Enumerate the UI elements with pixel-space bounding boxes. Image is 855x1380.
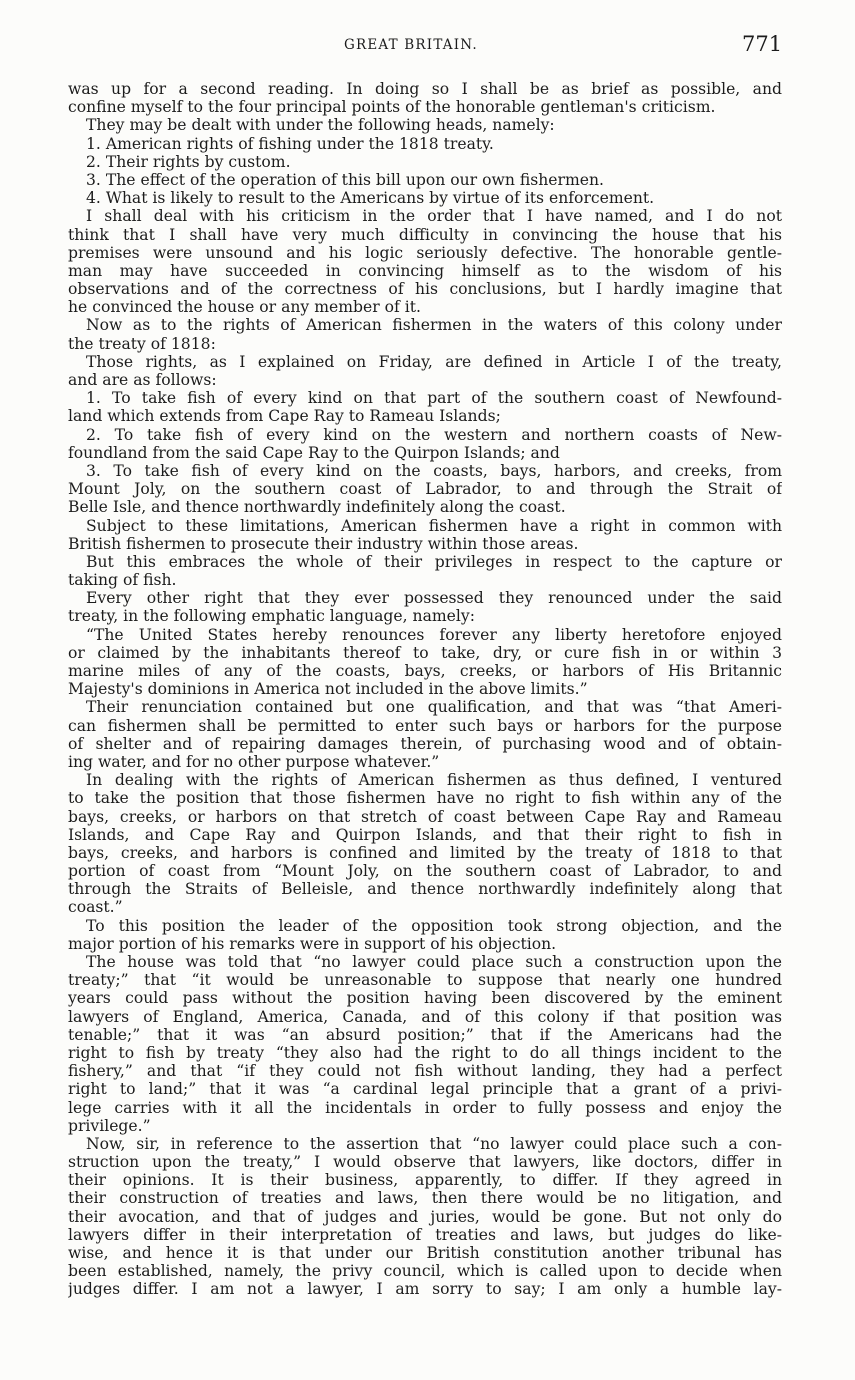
text-line: judges differ. I am not a lawyer, I am sorry to say; I am only a humble lay- (68, 1280, 782, 1299)
text-line: They may be dealt with under the following heads, namely: (86, 116, 555, 135)
text-line: lawyers differ in their interpretation of treaties and laws, but judges do like- (68, 1225, 782, 1244)
text-line: 2. To take fish of every kind on the western and northern coasts of New- (86, 425, 782, 444)
text-line: man may have succeeded in convincing himself as to the wisdom of his (68, 261, 782, 280)
text-line: premises were unsound and his logic seriously defective. The honorable gentle- (68, 243, 782, 262)
text-line: privilege.” (68, 1116, 151, 1135)
page-number: 771 (742, 32, 783, 56)
text-line: taking of fish. (68, 571, 177, 590)
text-line: ing water, and for no other purpose whatever.” (68, 752, 440, 771)
text-line: tenable;” that it was “an absurd position;” that if the Americans had the (68, 1025, 782, 1044)
text-line: Subject to these limitations, American fishermen have a right in common with (86, 516, 782, 535)
text-line: portion of coast from “Mount Joly, on the southern coast of Labrador, to and (68, 862, 782, 881)
text-line: struction upon the treaty,” I would observe that lawyers, like doctors, differ in (68, 1153, 782, 1172)
text-line: right to land;” that it was “a cardinal legal principle that a grant of a privi- (68, 1080, 782, 1099)
text-line: confine myself to the four principal points of the honorable gentleman's criticism. (68, 98, 716, 117)
text-line: Majesty's dominions in America not included in the above limits.” (68, 680, 588, 699)
text-line: treaty;” that “it would be unreasonable to suppose that nearly one hundred (68, 971, 782, 990)
text-line: and are as follows: (68, 371, 217, 389)
text-line: bays, creeks, or harbors on that stretch of coast between Cape Ray and Rameau (68, 807, 782, 826)
text-line: or claimed by the inhabitants thereof to take, dry, or cure fish in or within 3 (68, 643, 782, 662)
text-line: 1. To take fish of every kind on that part of the southern coast of Newfound- (86, 389, 782, 408)
text-line: Now, sir, in reference to the assertion that “no lawyer could place such a con- (86, 1134, 782, 1153)
text-line: I shall deal with his criticism in the order that I have named, and I do not (86, 207, 782, 226)
text-line: can fishermen shall be permitted to enter such bays or harbors for the purpose (68, 716, 782, 735)
text-line: fishery,” and that “if they could not fish without landing, they had a perfect (68, 1062, 782, 1081)
text-line: 3. To take fish of every kind on the coasts, bays, harbors, and creeks, from (86, 461, 782, 480)
text-line: observations and of the correctness of his conclusions, but I hardly imagine that (68, 280, 782, 299)
text-line: wise, and hence it is that under our British constitution another tribunal has (68, 1244, 782, 1262)
text-line: To this position the leader of the opposition took strong objection, and the (86, 916, 782, 935)
body-text (68, 80, 782, 1299)
text-line: The house was told that “no lawyer could place such a construction upon the (86, 953, 782, 971)
text-line: was up for a second reading. In doing so I shall be as brief as possible, and (68, 80, 782, 98)
text-line: 1. American rights of fishing under the 1818 treaty. (86, 134, 494, 153)
text-line: Mount Joly, on the southern coast of Labrador, to and through the Strait of (68, 480, 782, 499)
text-line: “The United States hereby renounces forever any liberty heretofore enjoyed (86, 625, 782, 644)
text-line: land which extends from Cape Ray to Rameau Islands; (68, 407, 501, 426)
running-head: GREAT BRITAIN. (344, 37, 478, 53)
text-line: their avocation, and that of judges and juries, would be gone. But not only do (68, 1207, 782, 1226)
page-header (0, 32, 855, 62)
text-line: coast.” (68, 898, 123, 917)
text-line: Now as to the rights of American fishermen in the waters of this colony under (86, 316, 782, 335)
text-line: Islands, and Cape Ray and Quirpon Islands, and that their right to fish in (68, 825, 782, 844)
text-line: through the Straits of Belleisle, and thence northwardly indefinitely along that (68, 880, 782, 899)
text-line: But this embraces the whole of their privileges in respect to the capture or (86, 552, 782, 571)
text-line: Those rights, as I explained on Friday, are defined in Article I of the treaty, (86, 352, 782, 371)
text-line: the treaty of 1818: (68, 334, 216, 353)
text-line: of shelter and of repairing damages therein, of purchasing wood and of obtain- (68, 734, 782, 753)
text-line: treaty, in the following emphatic language, namely: (68, 607, 475, 626)
text-line: their opinions. It is their business, apparently, to differ. If they agreed in (68, 1171, 782, 1190)
text-line: think that I shall have very much difficulty in convincing the house that his (68, 225, 782, 244)
text-line: lawyers of England, America, Canada, and of this colony if that position was (68, 1007, 782, 1026)
text-line: Belle Isle, and thence northwardly indefinitely along the coast. (68, 498, 566, 517)
text-line: marine miles of any of the coasts, bays, creeks, or harbors of His Britannic (68, 662, 782, 680)
text-line: 3. The effect of the operation of this bill upon our own fishermen. (86, 170, 604, 189)
text-line: lege carries with it all the incidentals in order to fully possess and enjoy the (68, 1098, 782, 1117)
text-line: foundland from the said Cape Ray to the Quirpon Islands; and (68, 443, 560, 462)
text-line: British fishermen to prosecute their industry within those areas. (68, 534, 579, 553)
text-line: bays, creeks, and harbors is confined and limited by the treaty of 1818 to that (68, 843, 782, 862)
text-line: right to fish by treaty “they also had the right to do all things incident to the (68, 1043, 782, 1062)
text-line: been established, namely, the privy council, which is called upon to decide when (68, 1262, 782, 1281)
text-line: 2. Their rights by custom. (86, 152, 291, 171)
text-line: major portion of his remarks were in support of his objection. (68, 934, 557, 953)
text-line: Their renunciation contained but one qualification, and that was “that Ameri- (86, 698, 782, 717)
text-line: he convinced the house or any member of it. (68, 298, 421, 317)
text-line: 4. What is likely to result to the Americans by virtue of its enforcement. (86, 189, 655, 208)
text-line: Every other right that they ever possessed they renounced under the said (86, 589, 782, 608)
text-line: to take the position that those fishermen have no right to fish within any of the (68, 789, 782, 808)
text-line: years could pass without the position having been discovered by the eminent (68, 989, 782, 1008)
text-line: their construction of treaties and laws, then there would be no litigation, and (68, 1189, 782, 1208)
text-line: In dealing with the rights of American fishermen as thus defined, I ventured (86, 771, 782, 790)
